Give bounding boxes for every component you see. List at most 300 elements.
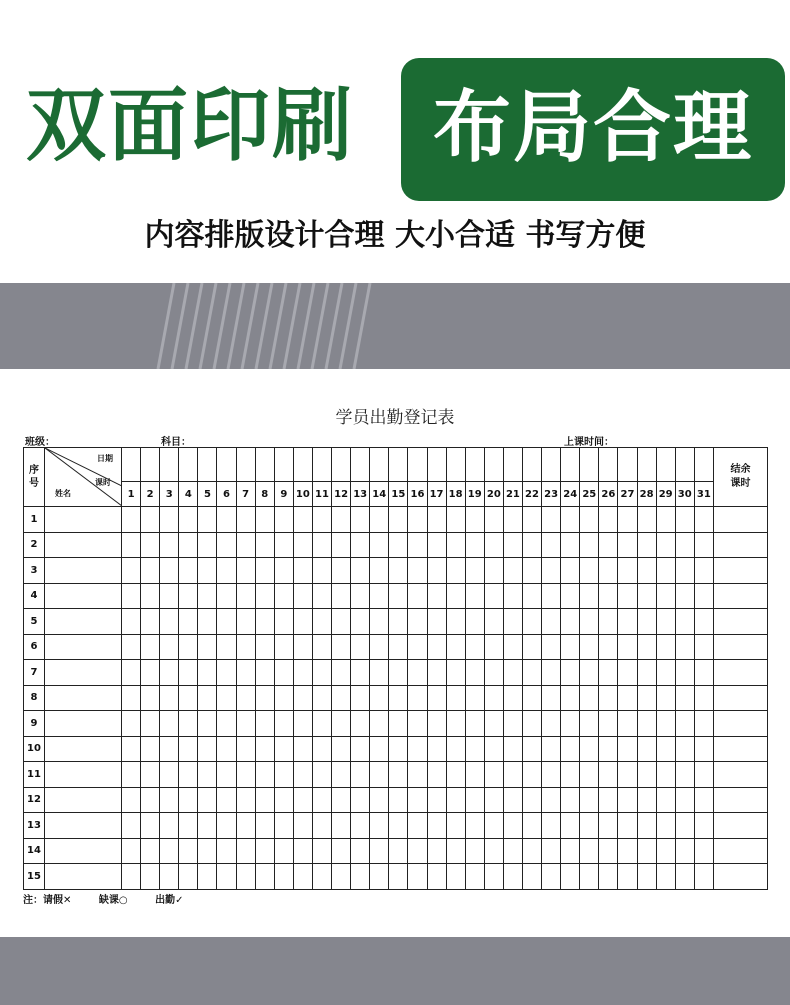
attendance-cell[interactable] <box>637 634 656 660</box>
attendance-cell[interactable] <box>561 762 580 788</box>
attendance-cell[interactable] <box>122 685 141 711</box>
attendance-cell[interactable] <box>122 813 141 839</box>
attendance-cell[interactable] <box>141 711 160 737</box>
attendance-cell[interactable] <box>618 736 637 762</box>
attendance-cell[interactable] <box>618 583 637 609</box>
attendance-cell[interactable] <box>198 507 217 533</box>
attendance-cell[interactable] <box>370 736 389 762</box>
attendance-cell[interactable] <box>484 787 503 813</box>
attendance-cell[interactable] <box>255 532 274 558</box>
attendance-cell[interactable] <box>694 787 713 813</box>
attendance-cell[interactable] <box>599 864 618 890</box>
attendance-cell[interactable] <box>656 711 675 737</box>
attendance-cell[interactable] <box>656 532 675 558</box>
attendance-cell[interactable] <box>694 660 713 686</box>
attendance-cell[interactable] <box>599 558 618 584</box>
attendance-cell[interactable] <box>561 507 580 533</box>
attendance-cell[interactable] <box>675 558 694 584</box>
attendance-cell[interactable] <box>580 736 599 762</box>
attendance-cell[interactable] <box>141 685 160 711</box>
attendance-cell[interactable] <box>656 813 675 839</box>
attendance-cell[interactable] <box>389 762 408 788</box>
attendance-cell[interactable] <box>293 685 312 711</box>
attendance-cell[interactable] <box>332 813 351 839</box>
attendance-cell[interactable] <box>198 736 217 762</box>
attendance-cell[interactable] <box>255 685 274 711</box>
attendance-cell[interactable] <box>656 583 675 609</box>
attendance-cell[interactable] <box>503 813 522 839</box>
attendance-cell[interactable] <box>122 609 141 635</box>
attendance-cell[interactable] <box>465 558 484 584</box>
name-cell[interactable] <box>45 583 122 609</box>
attendance-cell[interactable] <box>274 813 293 839</box>
attendance-cell[interactable] <box>656 838 675 864</box>
attendance-cell[interactable] <box>312 838 331 864</box>
attendance-cell[interactable] <box>332 838 351 864</box>
attendance-cell[interactable] <box>580 838 599 864</box>
attendance-cell[interactable] <box>160 634 179 660</box>
attendance-cell[interactable] <box>694 736 713 762</box>
attendance-cell[interactable] <box>332 685 351 711</box>
attendance-cell[interactable] <box>351 609 370 635</box>
attendance-cell[interactable] <box>561 583 580 609</box>
attendance-cell[interactable] <box>179 558 198 584</box>
remaining-cell[interactable] <box>713 762 767 788</box>
attendance-cell[interactable] <box>351 838 370 864</box>
attendance-cell[interactable] <box>198 711 217 737</box>
attendance-cell[interactable] <box>503 660 522 686</box>
attendance-cell[interactable] <box>179 507 198 533</box>
attendance-cell[interactable] <box>675 762 694 788</box>
attendance-cell[interactable] <box>312 660 331 686</box>
attendance-cell[interactable] <box>561 685 580 711</box>
attendance-cell[interactable] <box>503 787 522 813</box>
attendance-cell[interactable] <box>160 762 179 788</box>
name-cell[interactable] <box>45 558 122 584</box>
attendance-cell[interactable] <box>618 762 637 788</box>
attendance-cell[interactable] <box>427 583 446 609</box>
attendance-cell[interactable] <box>274 609 293 635</box>
attendance-cell[interactable] <box>274 660 293 686</box>
attendance-cell[interactable] <box>389 813 408 839</box>
attendance-cell[interactable] <box>599 532 618 558</box>
attendance-cell[interactable] <box>179 609 198 635</box>
attendance-cell[interactable] <box>484 813 503 839</box>
attendance-cell[interactable] <box>332 583 351 609</box>
attendance-cell[interactable] <box>236 609 255 635</box>
attendance-cell[interactable] <box>255 583 274 609</box>
attendance-cell[interactable] <box>561 660 580 686</box>
name-cell[interactable] <box>45 634 122 660</box>
attendance-cell[interactable] <box>122 736 141 762</box>
attendance-cell[interactable] <box>160 685 179 711</box>
attendance-cell[interactable] <box>446 864 465 890</box>
attendance-cell[interactable] <box>656 864 675 890</box>
remaining-cell[interactable] <box>713 609 767 635</box>
name-cell[interactable] <box>45 660 122 686</box>
attendance-cell[interactable] <box>408 660 427 686</box>
attendance-cell[interactable] <box>675 736 694 762</box>
remaining-cell[interactable] <box>713 838 767 864</box>
attendance-cell[interactable] <box>351 558 370 584</box>
attendance-cell[interactable] <box>637 583 656 609</box>
attendance-cell[interactable] <box>351 813 370 839</box>
attendance-cell[interactable] <box>503 762 522 788</box>
attendance-cell[interactable] <box>427 685 446 711</box>
attendance-cell[interactable] <box>675 660 694 686</box>
attendance-cell[interactable] <box>389 558 408 584</box>
attendance-cell[interactable] <box>542 838 561 864</box>
attendance-cell[interactable] <box>465 634 484 660</box>
attendance-cell[interactable] <box>332 634 351 660</box>
attendance-cell[interactable] <box>599 507 618 533</box>
attendance-cell[interactable] <box>465 583 484 609</box>
attendance-cell[interactable] <box>141 813 160 839</box>
attendance-cell[interactable] <box>503 558 522 584</box>
attendance-cell[interactable] <box>370 813 389 839</box>
attendance-cell[interactable] <box>351 736 370 762</box>
attendance-cell[interactable] <box>274 685 293 711</box>
attendance-cell[interactable] <box>312 507 331 533</box>
attendance-cell[interactable] <box>503 507 522 533</box>
attendance-cell[interactable] <box>599 813 618 839</box>
attendance-cell[interactable] <box>675 532 694 558</box>
attendance-cell[interactable] <box>484 736 503 762</box>
attendance-cell[interactable] <box>599 711 618 737</box>
attendance-cell[interactable] <box>370 532 389 558</box>
attendance-cell[interactable] <box>542 864 561 890</box>
attendance-cell[interactable] <box>522 532 541 558</box>
attendance-cell[interactable] <box>198 762 217 788</box>
attendance-cell[interactable] <box>370 838 389 864</box>
attendance-cell[interactable] <box>522 634 541 660</box>
attendance-cell[interactable] <box>599 660 618 686</box>
attendance-cell[interactable] <box>274 736 293 762</box>
attendance-cell[interactable] <box>236 660 255 686</box>
attendance-cell[interactable] <box>675 583 694 609</box>
attendance-cell[interactable] <box>637 736 656 762</box>
attendance-cell[interactable] <box>122 838 141 864</box>
attendance-cell[interactable] <box>217 660 236 686</box>
attendance-cell[interactable] <box>522 762 541 788</box>
remaining-cell[interactable] <box>713 685 767 711</box>
attendance-cell[interactable] <box>446 507 465 533</box>
attendance-cell[interactable] <box>217 685 236 711</box>
attendance-cell[interactable] <box>503 736 522 762</box>
attendance-cell[interactable] <box>522 711 541 737</box>
attendance-cell[interactable] <box>656 685 675 711</box>
name-cell[interactable] <box>45 685 122 711</box>
attendance-cell[interactable] <box>408 787 427 813</box>
attendance-cell[interactable] <box>160 864 179 890</box>
attendance-cell[interactable] <box>561 864 580 890</box>
attendance-cell[interactable] <box>408 609 427 635</box>
attendance-cell[interactable] <box>122 558 141 584</box>
name-cell[interactable] <box>45 609 122 635</box>
attendance-cell[interactable] <box>198 634 217 660</box>
attendance-cell[interactable] <box>332 507 351 533</box>
attendance-cell[interactable] <box>293 507 312 533</box>
attendance-cell[interactable] <box>694 711 713 737</box>
attendance-cell[interactable] <box>351 634 370 660</box>
attendance-cell[interactable] <box>217 583 236 609</box>
attendance-cell[interactable] <box>217 864 236 890</box>
attendance-cell[interactable] <box>599 762 618 788</box>
attendance-cell[interactable] <box>580 685 599 711</box>
attendance-cell[interactable] <box>408 634 427 660</box>
attendance-cell[interactable] <box>274 838 293 864</box>
attendance-cell[interactable] <box>484 532 503 558</box>
name-cell[interactable] <box>45 736 122 762</box>
attendance-cell[interactable] <box>580 711 599 737</box>
attendance-cell[interactable] <box>274 583 293 609</box>
attendance-cell[interactable] <box>122 583 141 609</box>
attendance-cell[interactable] <box>160 558 179 584</box>
attendance-cell[interactable] <box>694 507 713 533</box>
attendance-cell[interactable] <box>179 813 198 839</box>
attendance-cell[interactable] <box>542 634 561 660</box>
attendance-cell[interactable] <box>446 609 465 635</box>
attendance-cell[interactable] <box>694 532 713 558</box>
attendance-cell[interactable] <box>332 711 351 737</box>
attendance-cell[interactable] <box>694 609 713 635</box>
attendance-cell[interactable] <box>694 558 713 584</box>
attendance-cell[interactable] <box>446 813 465 839</box>
attendance-cell[interactable] <box>236 711 255 737</box>
attendance-cell[interactable] <box>484 634 503 660</box>
attendance-cell[interactable] <box>370 609 389 635</box>
attendance-cell[interactable] <box>542 532 561 558</box>
attendance-cell[interactable] <box>446 711 465 737</box>
attendance-cell[interactable] <box>408 813 427 839</box>
attendance-cell[interactable] <box>255 634 274 660</box>
attendance-cell[interactable] <box>255 787 274 813</box>
attendance-cell[interactable] <box>484 609 503 635</box>
attendance-cell[interactable] <box>542 558 561 584</box>
name-cell[interactable] <box>45 787 122 813</box>
attendance-cell[interactable] <box>446 685 465 711</box>
attendance-cell[interactable] <box>236 532 255 558</box>
attendance-cell[interactable] <box>694 813 713 839</box>
name-cell[interactable] <box>45 813 122 839</box>
attendance-cell[interactable] <box>198 685 217 711</box>
attendance-cell[interactable] <box>503 685 522 711</box>
attendance-cell[interactable] <box>675 634 694 660</box>
attendance-cell[interactable] <box>599 736 618 762</box>
attendance-cell[interactable] <box>561 711 580 737</box>
attendance-cell[interactable] <box>236 813 255 839</box>
attendance-cell[interactable] <box>312 583 331 609</box>
attendance-cell[interactable] <box>465 660 484 686</box>
attendance-cell[interactable] <box>580 634 599 660</box>
attendance-cell[interactable] <box>580 583 599 609</box>
attendance-cell[interactable] <box>446 838 465 864</box>
attendance-cell[interactable] <box>274 711 293 737</box>
attendance-cell[interactable] <box>637 660 656 686</box>
attendance-cell[interactable] <box>503 609 522 635</box>
attendance-cell[interactable] <box>370 507 389 533</box>
attendance-cell[interactable] <box>198 838 217 864</box>
attendance-cell[interactable] <box>332 864 351 890</box>
attendance-cell[interactable] <box>236 736 255 762</box>
remaining-cell[interactable] <box>713 736 767 762</box>
attendance-cell[interactable] <box>637 507 656 533</box>
attendance-cell[interactable] <box>370 711 389 737</box>
attendance-cell[interactable] <box>160 838 179 864</box>
attendance-cell[interactable] <box>561 813 580 839</box>
attendance-cell[interactable] <box>427 507 446 533</box>
remaining-cell[interactable] <box>713 532 767 558</box>
attendance-cell[interactable] <box>465 864 484 890</box>
attendance-cell[interactable] <box>408 532 427 558</box>
remaining-cell[interactable] <box>713 787 767 813</box>
attendance-cell[interactable] <box>580 532 599 558</box>
attendance-cell[interactable] <box>198 787 217 813</box>
attendance-cell[interactable] <box>694 634 713 660</box>
attendance-cell[interactable] <box>179 660 198 686</box>
attendance-cell[interactable] <box>122 787 141 813</box>
attendance-cell[interactable] <box>599 583 618 609</box>
attendance-cell[interactable] <box>637 813 656 839</box>
attendance-cell[interactable] <box>656 787 675 813</box>
attendance-cell[interactable] <box>484 583 503 609</box>
attendance-cell[interactable] <box>618 558 637 584</box>
attendance-cell[interactable] <box>580 813 599 839</box>
remaining-cell[interactable] <box>713 864 767 890</box>
remaining-cell[interactable] <box>713 711 767 737</box>
attendance-cell[interactable] <box>293 583 312 609</box>
attendance-cell[interactable] <box>217 838 236 864</box>
attendance-cell[interactable] <box>694 762 713 788</box>
name-cell[interactable] <box>45 532 122 558</box>
attendance-cell[interactable] <box>427 838 446 864</box>
attendance-cell[interactable] <box>465 532 484 558</box>
attendance-cell[interactable] <box>351 787 370 813</box>
attendance-cell[interactable] <box>675 787 694 813</box>
attendance-cell[interactable] <box>408 507 427 533</box>
attendance-cell[interactable] <box>580 558 599 584</box>
attendance-cell[interactable] <box>446 558 465 584</box>
attendance-cell[interactable] <box>618 685 637 711</box>
name-cell[interactable] <box>45 507 122 533</box>
attendance-cell[interactable] <box>141 736 160 762</box>
attendance-cell[interactable] <box>141 787 160 813</box>
attendance-cell[interactable] <box>503 532 522 558</box>
attendance-cell[interactable] <box>293 711 312 737</box>
attendance-cell[interactable] <box>637 609 656 635</box>
attendance-cell[interactable] <box>255 813 274 839</box>
attendance-cell[interactable] <box>427 864 446 890</box>
attendance-cell[interactable] <box>274 787 293 813</box>
attendance-cell[interactable] <box>293 864 312 890</box>
attendance-cell[interactable] <box>389 864 408 890</box>
attendance-cell[interactable] <box>675 685 694 711</box>
attendance-cell[interactable] <box>274 532 293 558</box>
attendance-cell[interactable] <box>408 685 427 711</box>
attendance-cell[interactable] <box>255 660 274 686</box>
attendance-cell[interactable] <box>236 838 255 864</box>
attendance-cell[interactable] <box>408 762 427 788</box>
attendance-cell[interactable] <box>179 736 198 762</box>
attendance-cell[interactable] <box>312 787 331 813</box>
attendance-cell[interactable] <box>141 864 160 890</box>
attendance-cell[interactable] <box>637 864 656 890</box>
attendance-cell[interactable] <box>351 507 370 533</box>
attendance-cell[interactable] <box>484 864 503 890</box>
attendance-cell[interactable] <box>351 864 370 890</box>
attendance-cell[interactable] <box>542 787 561 813</box>
attendance-cell[interactable] <box>618 787 637 813</box>
attendance-cell[interactable] <box>389 736 408 762</box>
attendance-cell[interactable] <box>446 660 465 686</box>
attendance-cell[interactable] <box>618 864 637 890</box>
attendance-cell[interactable] <box>580 787 599 813</box>
attendance-cell[interactable] <box>408 583 427 609</box>
attendance-cell[interactable] <box>274 762 293 788</box>
attendance-cell[interactable] <box>446 736 465 762</box>
attendance-cell[interactable] <box>122 660 141 686</box>
name-cell[interactable] <box>45 838 122 864</box>
attendance-cell[interactable] <box>503 838 522 864</box>
attendance-cell[interactable] <box>236 787 255 813</box>
attendance-cell[interactable] <box>255 507 274 533</box>
attendance-cell[interactable] <box>141 660 160 686</box>
attendance-cell[interactable] <box>637 838 656 864</box>
attendance-cell[interactable] <box>293 532 312 558</box>
attendance-cell[interactable] <box>656 660 675 686</box>
attendance-cell[interactable] <box>255 864 274 890</box>
attendance-cell[interactable] <box>312 711 331 737</box>
attendance-cell[interactable] <box>427 609 446 635</box>
attendance-cell[interactable] <box>122 864 141 890</box>
attendance-cell[interactable] <box>122 634 141 660</box>
attendance-cell[interactable] <box>312 634 331 660</box>
attendance-cell[interactable] <box>599 787 618 813</box>
attendance-cell[interactable] <box>274 507 293 533</box>
attendance-cell[interactable] <box>293 838 312 864</box>
attendance-cell[interactable] <box>542 660 561 686</box>
attendance-cell[interactable] <box>484 685 503 711</box>
attendance-cell[interactable] <box>580 864 599 890</box>
attendance-cell[interactable] <box>465 711 484 737</box>
attendance-cell[interactable] <box>160 583 179 609</box>
attendance-cell[interactable] <box>522 685 541 711</box>
attendance-cell[interactable] <box>465 685 484 711</box>
attendance-cell[interactable] <box>389 532 408 558</box>
name-cell[interactable] <box>45 711 122 737</box>
attendance-cell[interactable] <box>293 609 312 635</box>
attendance-cell[interactable] <box>179 685 198 711</box>
attendance-cell[interactable] <box>389 609 408 635</box>
attendance-cell[interactable] <box>522 609 541 635</box>
attendance-cell[interactable] <box>694 685 713 711</box>
attendance-cell[interactable] <box>370 864 389 890</box>
attendance-cell[interactable] <box>542 507 561 533</box>
attendance-cell[interactable] <box>236 762 255 788</box>
attendance-cell[interactable] <box>312 532 331 558</box>
attendance-cell[interactable] <box>370 787 389 813</box>
attendance-cell[interactable] <box>618 711 637 737</box>
attendance-cell[interactable] <box>675 864 694 890</box>
remaining-cell[interactable] <box>713 634 767 660</box>
attendance-cell[interactable] <box>427 762 446 788</box>
attendance-cell[interactable] <box>332 762 351 788</box>
attendance-cell[interactable] <box>160 660 179 686</box>
attendance-cell[interactable] <box>408 864 427 890</box>
attendance-cell[interactable] <box>312 762 331 788</box>
attendance-cell[interactable] <box>408 558 427 584</box>
attendance-cell[interactable] <box>542 762 561 788</box>
